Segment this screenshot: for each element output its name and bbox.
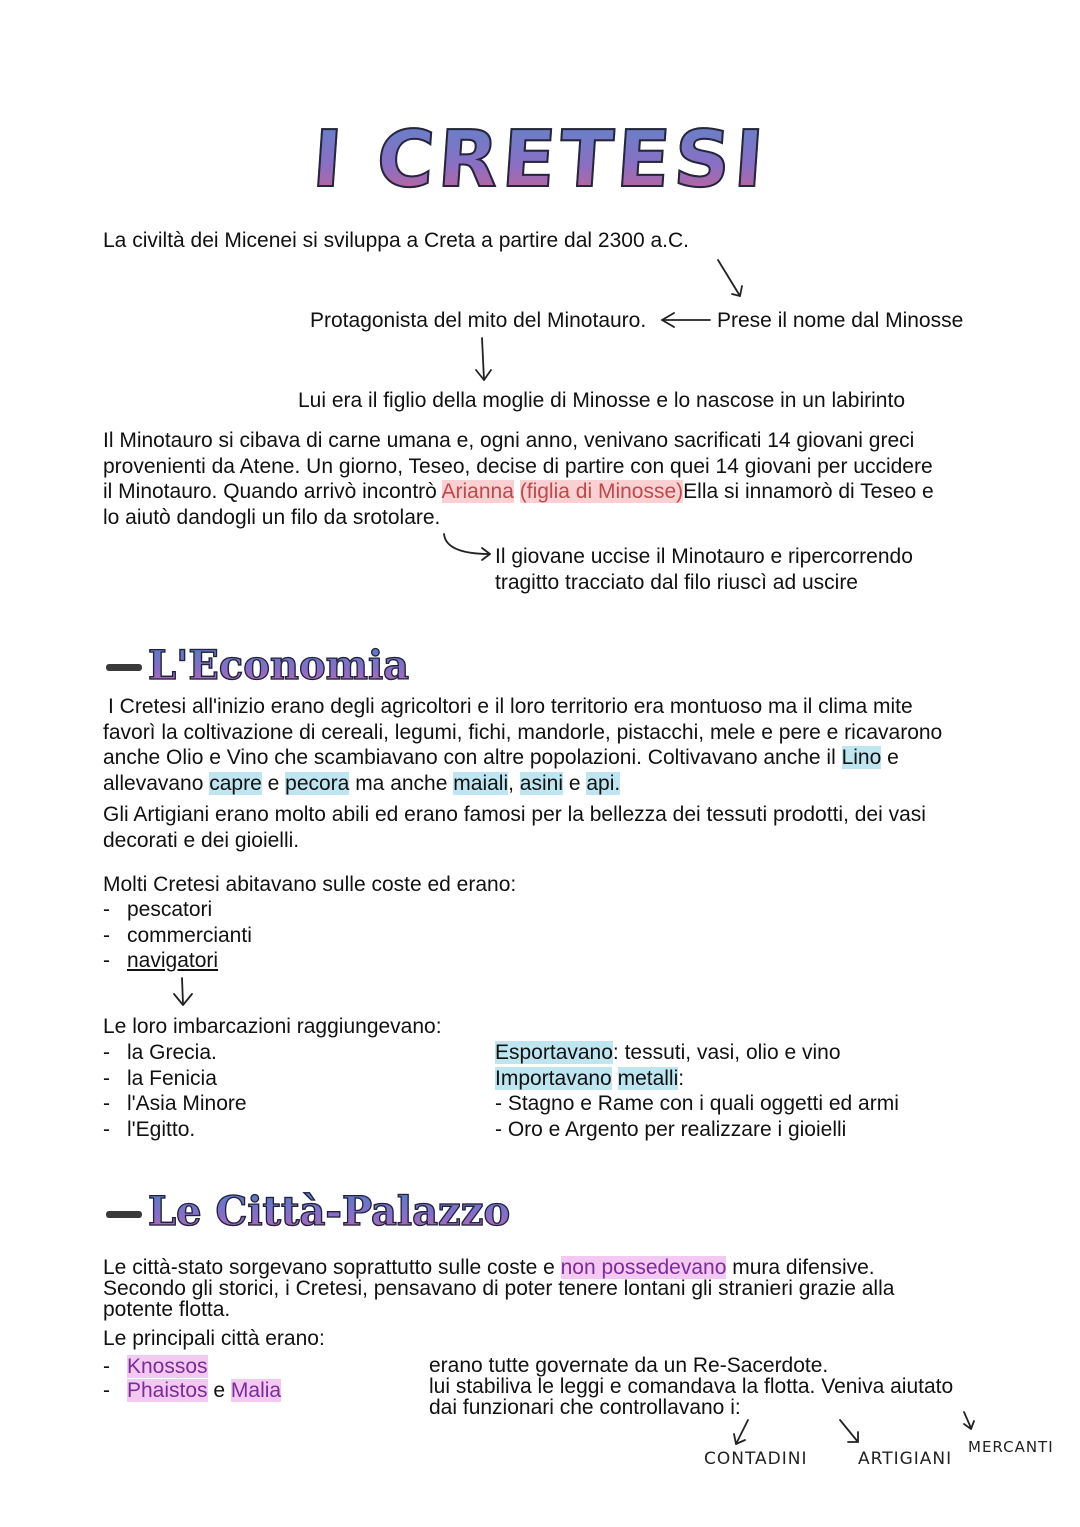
palaces-paragraph: Le città-stato sorgevano soprattutto sulle coste e non possedevano mura difensive. Secondo gli storici, i Cretesi, pensavano di poter tenere lontani gli stranieri grazie alla potente flotta.: [103, 1256, 895, 1321]
ships-intro: Le loro imbarcazioni raggiungevano:: [103, 1015, 442, 1038]
list-item: - commercianti: [103, 923, 252, 949]
intro-text: La civiltà dei Micenei si sviluppa a Creta a partire dal 2300 a.C.: [103, 229, 689, 252]
list-item: - Phaistos e Malia: [103, 1379, 281, 1403]
arrow-down-icon: [170, 976, 196, 1010]
cities-list: [103, 1355, 281, 1403]
economy-paragraph: I Cretesi all'inizio erano degli agricoltori e il loro territorio era montuoso ma il clima mite favorì la coltivazione di cereali, legumi, fichi, mandorle, pistacchi, mele e pere e ricavarono anche Olio e Vino che scambiavano con altre popolazioni. Coltivavano anche il Lino e allevavano capre e pecora ma anche maiali, asini e api.: [103, 695, 943, 795]
asini-highlight: asini: [519, 771, 563, 795]
import-label: Importavano: [495, 1066, 612, 1090]
name-origin: Prese il nome dal Minosse: [717, 309, 964, 332]
malia-highlight: Malia: [230, 1379, 282, 1402]
list-item: - la Grecia.: [103, 1040, 247, 1066]
list-item: - l'Asia Minore: [103, 1091, 247, 1117]
export-label: Esportavano: [495, 1041, 613, 1064]
coast-intro: Molti Cretesi abitavano sulle coste ed erano:: [103, 873, 517, 896]
arrow-down-left-icon: [730, 1418, 754, 1448]
palaces-heading: Le Città-Palazzo: [148, 1188, 511, 1235]
api-highlight: api.: [586, 771, 621, 795]
class-artigiani: ARTIGIANI: [858, 1449, 953, 1469]
pecora-highlight: pecora: [285, 771, 350, 795]
arrow-down-right-icon: [836, 1418, 864, 1448]
minotaur-origin: Lui era il figlio della moglie di Minosse e lo nascose in un labirinto: [298, 389, 906, 412]
government-text: erano tutte governate da un Re-Sacerdote. lui stabiliva le leggi e comandava la flotta. Veniva aiutato dai funzionari che controllavano i:: [429, 1354, 954, 1419]
story-outcome: Il giovane uccise il Minotauro e ripercorrendo tragitto tracciato dal filo riuscì ad uscire: [495, 545, 913, 594]
list-item: - l'Egitto.: [103, 1117, 247, 1143]
coast-list: [103, 897, 252, 974]
arrow-down-icon: [958, 1410, 980, 1434]
page-title: I CRETESI: [0, 112, 1080, 208]
cities-intro: Le principali città erano:: [103, 1327, 325, 1350]
heading-dash: [106, 1211, 142, 1218]
list-item: - navigatori: [103, 948, 252, 974]
economy-heading: L'Economia: [148, 642, 410, 689]
class-contadini: CONTADINI: [704, 1449, 808, 1469]
list-item: - la Fenicia: [103, 1066, 247, 1092]
destinations-list: [103, 1040, 247, 1142]
figlia-highlight: (figlia di Minosse): [519, 480, 684, 503]
curved-arrow-icon: [440, 532, 496, 568]
non-possedevano-highlight: non possedevano: [560, 1256, 727, 1279]
artisans-paragraph: Gli Artigiani erano molto abili ed erano famosi per la bellezza dei tessuti prodotti, dei vasi decorati e dei gioielli.: [103, 803, 926, 852]
minotaur-story: Il Minotauro si cibava di carne umana e, ogni anno, venivano sacrificati 14 giovani greci provenienti da Atene. Un giorno, Teseo, decise di partire con quei 14 giovani per uccidere il Minotauro. Quando arrivò incontrò Arianna (figlia di Minosse)Ella si innamorò di Teseo e lo aiutò dandogli un filo da srotolare.: [103, 429, 934, 529]
lino-highlight: Lino: [841, 746, 882, 769]
class-mercanti: MERCANTI: [968, 1438, 1054, 1456]
list-item: - pescatori: [103, 897, 252, 923]
phaistos-highlight: Phaistos: [127, 1379, 208, 1402]
metalli-highlight: metalli: [617, 1066, 679, 1090]
maiali-highlight: maiali: [453, 771, 509, 795]
arianna-highlight: Arianna: [441, 480, 514, 503]
arrow-down-right-icon: [712, 258, 752, 302]
arrow-down-icon: [472, 336, 496, 384]
capre-highlight: capre: [209, 771, 262, 795]
trade-block: Esportavano: tessuti, vasi, olio e vino Importavano metalli: - Stagno e Rame con i quali oggetti ed armi - Oro e Argento per realizzare i gioielli: [495, 1041, 899, 1141]
list-item: [103, 1355, 281, 1379]
heading-dash: [106, 664, 142, 671]
myth-label: Protagonista del mito del Minotauro.: [310, 309, 647, 332]
arrow-left-icon: [656, 312, 712, 328]
knossos-highlight: Knossos: [127, 1355, 208, 1378]
